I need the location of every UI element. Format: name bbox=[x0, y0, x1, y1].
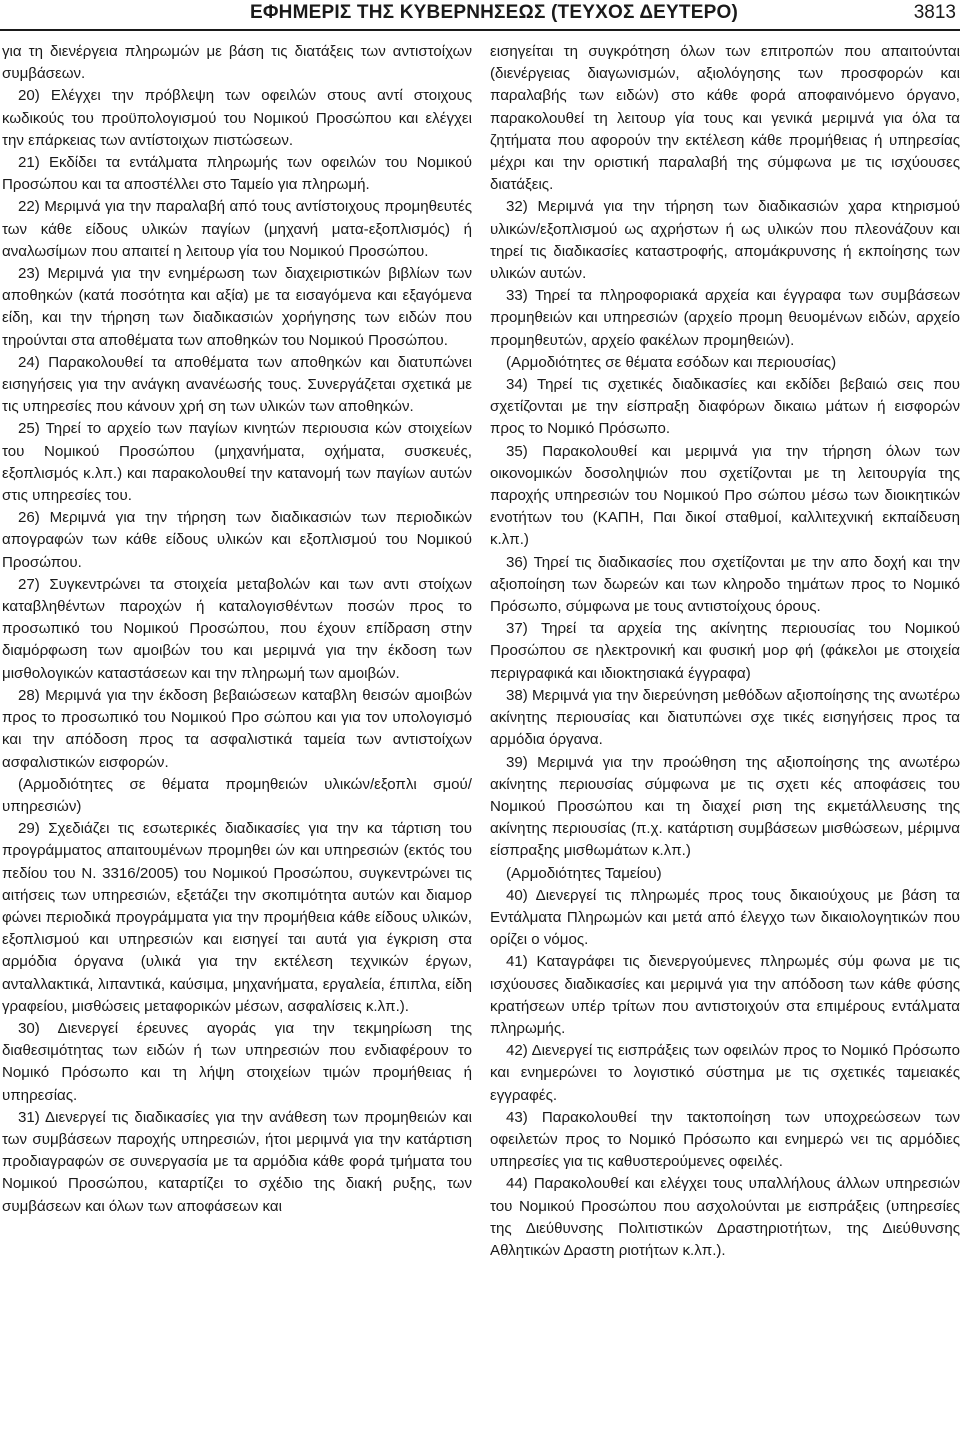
header-divider bbox=[0, 29, 960, 31]
paragraph: για τη διενέργεια πληρωμών με βάση τις διατάξεις των αντιστοίχων συμβάσεων. bbox=[2, 43, 472, 83]
paragraph: 38) Μεριμνά για την διερεύνηση μεθόδων αξιοποίησης της ανωτέρω ακίνητης περιουσίας και διατυπώνει σχε τικές εισηγήσεις προς τα αρμόδια όργανα. bbox=[490, 686, 960, 749]
paragraph: 41) Καταγράφει τις διενεργούμενες πληρωμές σύμ φωνα με τις ισχύουσες διαδικασίες και μεριμνά για την απόδοση των κάθε φύσης κρατήσεων υπέρ τρίτων που αντιστοιχούν στα επιμέρους εντάλματα πληρωμής. bbox=[490, 953, 960, 1037]
paragraph: 37) Τηρεί τα αρχεία της ακίνητης περιουσίας του Νομικού Προσώπου σε ηλεκτρονική και φυσική μορ φή (φάκελοι με στοιχεία περιγραφικά και ιδιοκτησιακά έγγραφα) bbox=[490, 620, 960, 682]
paragraph: 24) Παρακολουθεί τα αποθέματα των αποθηκών και διατυπώνει εισηγήσεις για την ανάγκη ανανέωσής τους. Συνεργάζεται σχετικά με τις υπηρεσίες που κάνουν χρή ση των υλικών των αποθηκών. bbox=[2, 353, 472, 416]
paragraph: 23) Μεριμνά για την ενημέρωση των διαχειριστικών βιβλίων των αποθηκών (κατά ποσότητα και αξία) με τα εισαγόμενα και εξαγόμενα είδη, και την τήρηση των διαδικασιών χορήγησης των ειδών που τηρούνται στα αποθέματα των αποθηκών του Νομικού Προσώπου. bbox=[2, 265, 472, 349]
paragraph: 28) Μεριμνά για την έκδοση βεβαιώσεων καταβλη θεισών αμοιβών προς το προσωπικό του Νομικού Προ σώπου και για τον υπολογισμό και την απόδοση προς τα ασφαλιστικά ταμεία των αντιστοίχων ασφαλιστικών εισφορών. bbox=[2, 686, 472, 771]
paragraph: 22) Μεριμνά για την παραλαβή από τους αντίστοιχους προμηθευτές των κάθε είδους υλικών παγίων (μηχανή ματα-εξοπλισμός) ή αναλωσίμων που απαιτεί η λειτουρ γία του Νομικού Προσώπου. bbox=[2, 198, 472, 260]
page-header bbox=[0, 0, 960, 30]
paragraph: 27) Συγκεντρώνει τα στοιχεία μεταβολών και των αντι στοίχων καταβληθέντων παροχών ή καταλογισθέντων ποσών προς το προσωπικό του Νομικού Προσώπου, που έχουν επίδραση στην διαμόρφωση των αμοιβών του και μεριμνά για την έκδοση των μισθολογικών καταστάσεων και την πληρωμή των αμοιβών. bbox=[2, 575, 472, 682]
paragraph: 33) Τηρεί τα πληροφοριακά αρχεία και έγγραφα των συμβάσεων προμηθειών και υπηρεσιών (αρχείο προμη θευομένων ειδών, αρχείο προμηθευτών, αρχείο φακέλων προμηθειών). bbox=[490, 287, 960, 349]
paragraph: 44) Παρακολουθεί και ελέγχει τους υπαλλήλους άλλων υπηρεσιών του Νομικού Προσώπου που ασχολούνται με εισπράξεις (υπηρεσίες της Διεύθυνσης Πολιτιστικών Δραστηριοτήτων, της Διεύθυνσης Αθλητικών Δραστη ριοτήτων κ.λπ.). bbox=[490, 1175, 960, 1259]
paragraph: 34) Τηρεί τις σχετικές διαδικασίες και εκδίδει βεβαιώ σεις που σχετίζονται με την είσπραξη διαφόρων δικαιω μάτων ή εισφορών προς το Νομικό Πρόσωπο. bbox=[490, 376, 960, 438]
paragraph: 42) Διενεργεί τις εισπράξεις των οφειλών προς το Νομικό Πρόσωπο και ενημερώνει το λογιστικό σύστημα με τις σχετικές ταμειακές εγγραφές. bbox=[490, 1042, 960, 1104]
paragraph: 21) Εκδίδει τα εντάλματα πληρωμής των οφειλών του Νομικού Προσώπου και τα αποστέλλει στο Ταμείο για πληρωμή. bbox=[2, 154, 472, 194]
gazette-title: ΕΦΗΜΕΡΙΣ ΤΗΣ ΚΥΒΕΡΝΗΣΕΩΣ (ΤΕΥΧΟΣ ΔΕΥΤΕΡΟ) bbox=[250, 2, 738, 23]
section-heading: (Αρμοδιότητες σε θέματα προμηθειών υλικών/εξοπλι σμού/υπηρεσιών) bbox=[2, 775, 472, 815]
paragraph: 36) Τηρεί τις διαδικασίες που σχετίζονται με την απο δοχή και την αξιοποίηση των δωρεών και των κληροδο τημάτων προς το Νομικό Πρόσωπο, σύμφωνα με τους αντιστοίχους όρους. bbox=[490, 553, 960, 616]
paragraph: 39) Μεριμνά για την προώθηση της αξιοποίησης της ανωτέρω ακίνητης περιουσίας σύμφωνα με τις σχετι κές αποφάσεις του Νομικού Προσώπου και τη διαχεί ριση της εκμετάλλευσης της ακίνητης περιουσίας (π.χ. κατάρτιση συμβάσεων μισθώσεων, μέριμνα είσπραξης μισθωμάτων κ.λπ.) bbox=[490, 753, 960, 860]
paragraph: 43) Παρακολουθεί την τακτοποίηση των υποχρεώσεων των οφειλετών προς το Νομικό Πρόσωπο και ενημερώ νει τις αρμόδιες υπηρεσίες για τις καθυστερούμενες οφειλές. bbox=[490, 1108, 960, 1171]
left-column bbox=[2, 41, 472, 1218]
section-heading: (Αρμοδιότητες σε θέματα εσόδων και περιουσίας) bbox=[506, 353, 837, 371]
right-column bbox=[490, 41, 960, 1262]
section-heading: (Αρμοδιότητες Ταμείου) bbox=[506, 864, 662, 882]
paragraph: 29) Σχεδιάζει τις εσωτερικές διαδικασίες για την κα τάρτιση του προγράμματος απαιτουμένων προμηθει ών και υπηρεσιών (εκτός του πεδίου του Ν. 3316/2005) του Νομικού Προσώπου, συγκεντρώνει τις αιτήσεις των υπηρεσιών, εξετάζει την σκοπιμότητα αυτών και διαμορ φώνει περιοδικά προγράμματα για την προμήθεια κάθε είδους υλικών, εξοπλισμού και υπηρεσιών και εισηγεί ται αυτά για έγκριση στα αρμόδια όργανα (υλικά για την εκτέλεση τεχνικών έργων, ανταλλακτικά, λιπαντικά, καύσιμα, μηχανήματα, εργαλεία, έπιπλα, είδη γραφείου, μισθώσεις μεταφορικών μέσων, ασφαλίσεις κ.λπ.). bbox=[2, 820, 472, 1015]
paragraph: 26) Μεριμνά για την τήρηση των διαδικασιών των περιοδικών απογραφών των κάθε είδους υλικών και εξοπλισμού του Νομικού Προσώπου. bbox=[2, 509, 472, 571]
paragraph: 35) Παρακολουθεί και μεριμνά για την τήρηση όλων των οικονομικών δοσοληψιών που σχετίζονται με τη λειτουργία της παροχής υπηρεσιών του Νομικού Προ σώπου μέσω των διοικητικών ενοτήτων του (ΚΑΠΗ, Παι δικοί σταθμοί, καλλιτεχνική εκπαίδευση κ.λπ.) bbox=[490, 442, 960, 549]
paragraph: 40) Διενεργεί τις πληρωμές προς τους δικαιούχους με βάση τα Εντάλματα Πληρωμών και μετά από έλεγχο των δικαιολογητικών που ορίζει ο νόμος. bbox=[490, 886, 960, 949]
paragraph: 30) Διενεργεί έρευνες αγοράς για την τεκμηρίωση της διαθεσιμότητας των ειδών ή των υπηρεσιών που ενδιαφέρουν το Νομικό Πρόσωπο και τη λήψη στοιχείων τιμών προμήθειας ή υπηρεσίας. bbox=[2, 1019, 472, 1104]
paragraph: 32) Μεριμνά για την τήρηση των διαδικασιών χαρα κτηρισμού υλικών/εξοπλισμού ως αχρήστων ή ως υλικών που πλεονάζουν και τηρεί τις διαδικασίες καταστροφής, απομάκρυνσης ή εκποίησης των υλικών αυτών. bbox=[490, 198, 960, 283]
paragraph: εισηγείται τη συγκρότηση όλων των επιτροπών που απαιτούνται (διενέργειας διαγωνισμών, αξιολόγησης των προσφορών και παραλαβής των ειδών) στο κάθε φορά αποφαινόμενο όργανο, παρακολουθεί τη λειτουρ γία τους και γενικά μεριμνά για όλα τα ζητήματα που αφορούν την εκτέλεση κάθε προμήθειας ή υπηρεσίας μέχρι και την οριστική παραλαβή της σύμφωνα με τις ισχύουσες διατάξεις. bbox=[490, 43, 960, 194]
paragraph: 31) Διενεργεί τις διαδικασίες για την ανάθεση των προμηθειών και των συμβάσεων παροχής υπηρεσιών, ήτοι μεριμνά για την κατάρτιση προδιαγραφών σε συνεργασία με τα αρμόδια κάθε φορά τμήματα του Νομικού Προσώπου, καταρτίζει το σχέδιο της διακή ρυξης, των συμβάσεων και όλων των αποφάσεων και bbox=[2, 1108, 472, 1215]
page-number: 3813 bbox=[913, 2, 956, 23]
paragraph: 25) Τηρεί το αρχείο των παγίων κινητών περιουσια κών στοιχείων του Νομικού Προσώπου (μηχανήματα, οχήματα, συσκευές, εξοπλισμός κ.λπ.) και παρακολουθεί την κατανομή των παγίων αυτών στις υπηρεσίες του. bbox=[2, 420, 472, 505]
paragraph: 20) Ελέγχει την πρόβλεψη των οφειλών στους αντί στοιχους κωδικούς του προϋπολογισμού του Νομικού Προσώπου και ελέγχει την επάρκειας των αντίστοιχων πιστώσεων. bbox=[2, 87, 472, 149]
